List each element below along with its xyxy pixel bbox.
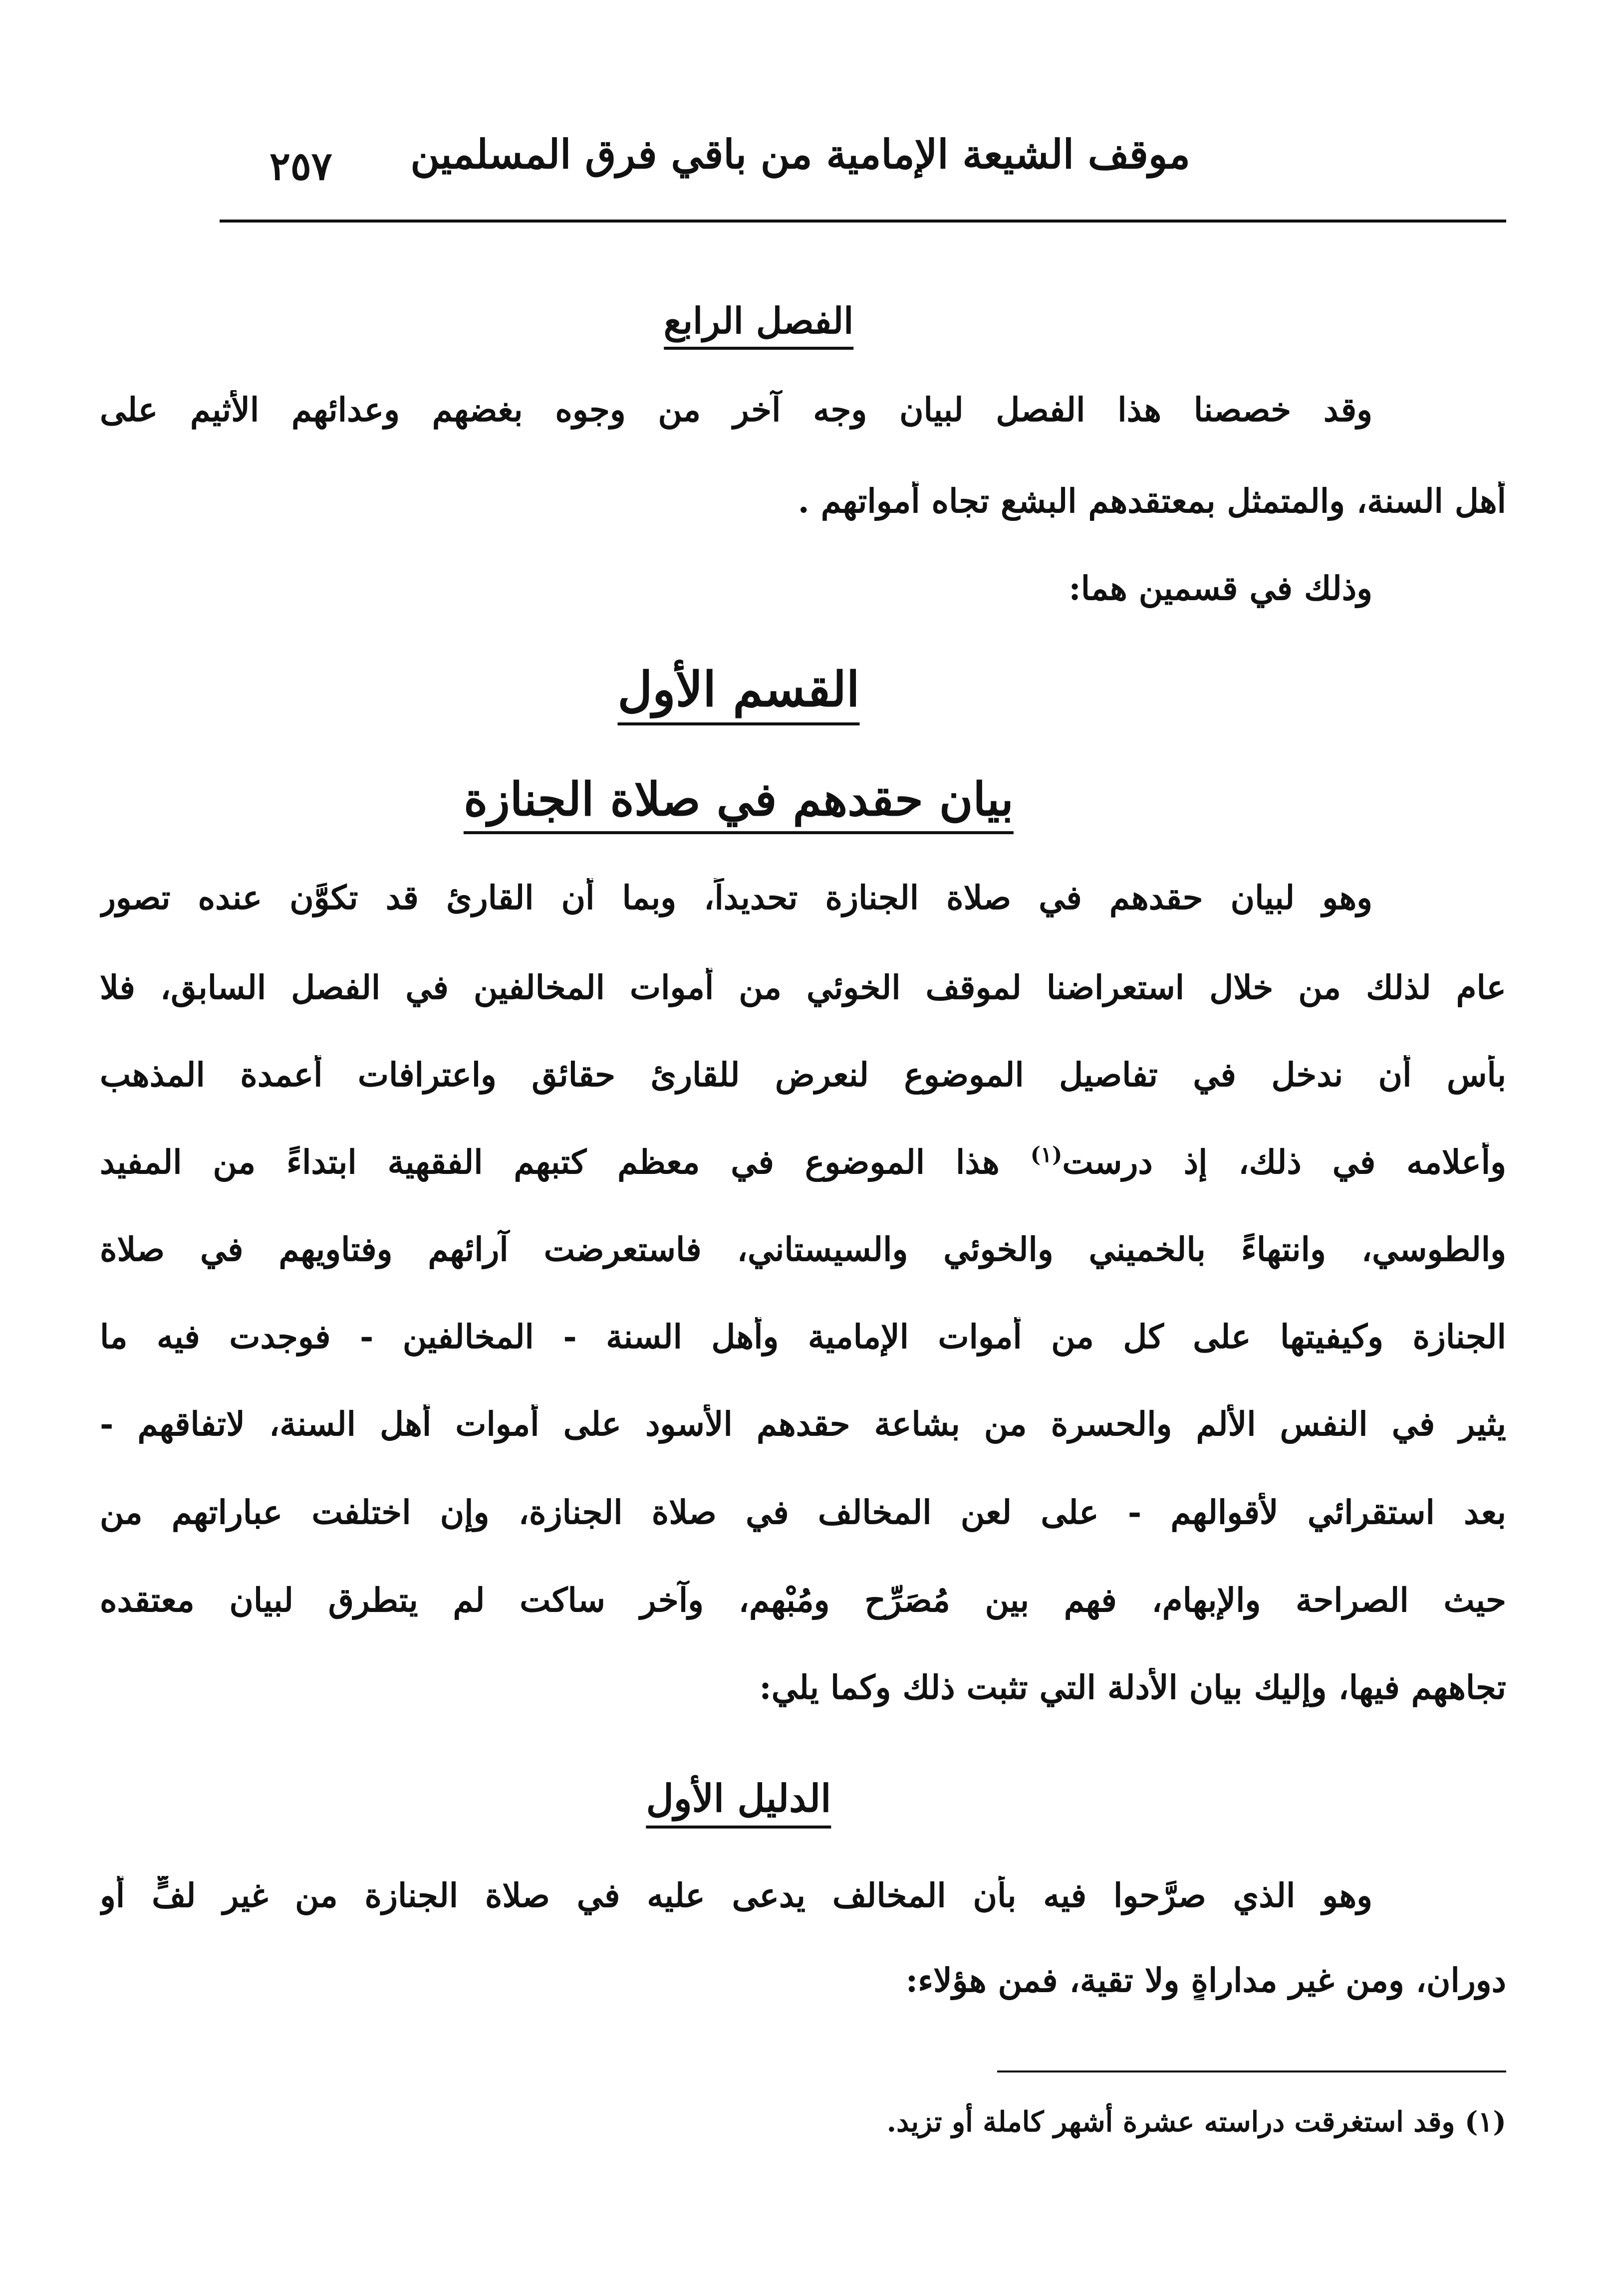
body-line-10: تجاههم فيها، وإليك بيان الأدلة التي تثبت ذلك وكما يلي: [759,1668,1506,1707]
intro-line-3: وذلك في قسمين هما: [1069,569,1372,608]
body-line-4 [100,1143,1506,1182]
body-line-4-end: هذا الموضوع في معظم كتبهم الفقهية ابتداءً من المفيد [100,1143,1031,1181]
body-line-3: بأس أن ندخل في تفاصيل الموضوع لنعرض للقارئ حقائق واعترافات أعمدة المذهب [100,1055,1506,1094]
body-line-2: عام لذلك من خلال استعراضنا لموقف الخوئي من أموات المخالفين في الفصل السابق، فلا [100,968,1506,1007]
body-line-9: حيث الصراحة والإبهام، فهم بين مُصَرِّح ومُبْهِم، وآخر ساكت لم يتطرق لبيان معتقده [100,1581,1506,1619]
subsection-heading-text: بيان حقدهم في صلاة الجنازة [464,772,1014,834]
running-title: موقف الشيعة الإمامية من باقي فرق المسلمين [410,131,1190,178]
body-line-4-start: وأعلامه في ذلك، إذ درست [1062,1143,1506,1181]
header-rule [220,220,1506,223]
evidence-heading [646,1776,831,1829]
body-line-1: وهو لبيان حقدهم في صلاة الجنازة تحديداً، وبما أن القارئ قد تكوَّن عنده تصور [100,878,1372,917]
body-line-5: والطوسي، وانتهاءً بالخميني والخوئي والسيستاني، فاستعرضت آرائهم وفتاويهم في صلاة [100,1230,1506,1269]
page-number: ٢٥٧ [269,144,332,189]
body-line-8: بعد استقرائي لأقوالهم - على لعن المخالف في صلاة الجنازة، وإن اختلفت عباراتهم من [100,1493,1506,1532]
evidence-heading-text: الدليل الأول [646,1776,831,1829]
intro-line-1: وقد خصصنا هذا الفصل لبيان وجه آخر من وجوه بغضهم وعدائهم الأثيم على [100,390,1372,429]
subsection-heading [464,772,1014,834]
section-heading-text: القسم الأول [618,661,860,725]
chapter-heading [664,299,853,350]
footnote-marker: (١) [1030,1143,1063,1167]
intro-line-2: أهل السنة، والمتمثل بمعتقدهم البشع تجاه أمواتهم . [798,481,1506,520]
footnote: (١) وقد استغرقت دراسته عشرة أشهر كاملة أو تزيد. [886,2105,1506,2138]
body-line-7: يثير في النفس الألم والحسرة من بشاعة حقدهم الأسود على أموات أهل السنة، لاتفاقهم - [100,1404,1506,1443]
evidence-line-2: دوران، ومن غير مداراةٍ ولا تقية، فمن هؤلاء: [905,1961,1506,2000]
section-heading [618,661,860,725]
body-line-6: الجنازة وكيفيتها على كل من أموات الإمامية وأهل السنة - المخالفين - فوجدت فيه ما [100,1317,1506,1356]
chapter-heading-text: الفصل الرابع [664,299,853,350]
evidence-line-1: وهو الذي صرَّحوا فيه بأن المخالف يدعى عليه في صلاة الجنازة من غير لفٍّ أو [100,1876,1372,1915]
footnote-rule [997,2070,1506,2072]
